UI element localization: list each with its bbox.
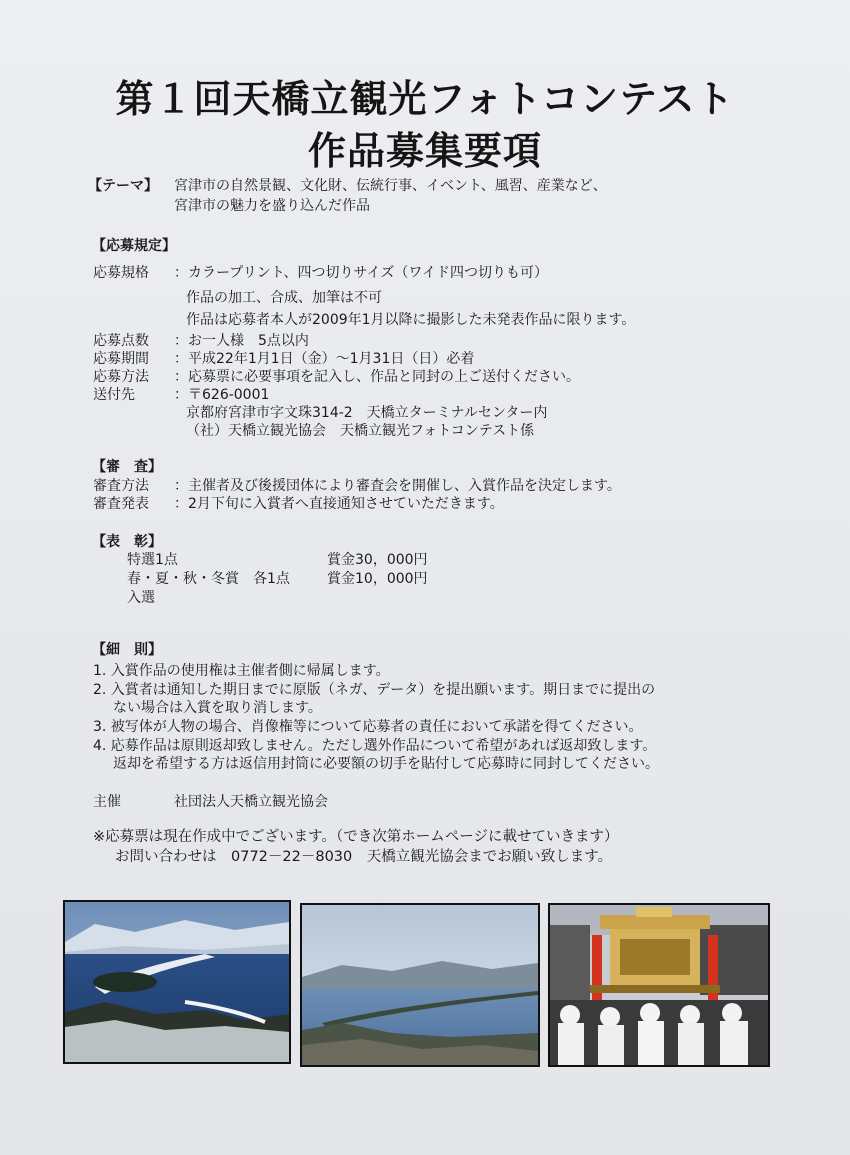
judging-label-2: 審査発表 (93, 496, 149, 512)
rules-value-1: ：カラープリント、四つ切りサイズ（ワイド四つ切りも可） (174, 265, 548, 281)
rules-label-7: 送付先 (93, 387, 135, 403)
rules-value-9: （社）天橋立観光協会 天橋立観光フォトコンテスト係 (186, 423, 535, 439)
judging-value-1: ：主催者及び後援団体により審査会を開催し、入賞作品を決定します。 (174, 478, 621, 494)
rules-value-5: ：平成22年1月1日（金）～1月31日（日）必着 (174, 351, 475, 367)
poster-title: 第１回天橋立観光フォトコンテスト (115, 77, 735, 121)
details-line-2: 2. 入賞者は通知した期日までに原版（ネガ、データ）を提出願います。期日までに提出の (93, 682, 656, 698)
judging-label-1: 審査方法 (93, 478, 149, 494)
theme-label: 【テーマ】 (88, 178, 158, 194)
rules-value-8: 京都府宮津市字文珠314-2 天橋立ターミナルセンター内 (186, 405, 548, 421)
photo-festival-mikoshi (548, 903, 770, 1067)
rules-label-5: 応募期間 (93, 351, 149, 367)
rules-label-4: 応募点数 (93, 333, 149, 349)
theme-line-2: 宮津市の魅力を盛り込んだ作品 (174, 198, 370, 214)
rules-label-1: 応募規格 (93, 265, 149, 281)
award-name-2: 春・夏・秋・冬賞 各1点 (127, 571, 290, 587)
rules-value-7: ：〒626-0001 (174, 387, 270, 403)
details-line-5: 4. 応募作品は原則返却致しません。ただし選外作品について希望があれば返却致します。 (93, 738, 657, 754)
rules-label-6: 応募方法 (93, 369, 149, 385)
judging-value-2: ：2月下旬に入賞者へ直接通知させていただきます。 (174, 496, 504, 512)
award-prize-1: 賞金30，000円 (327, 552, 428, 568)
rules-value-3: 作品は応募者本人が2009年1月以降に撮影した未発表作品に限ります。 (186, 312, 636, 328)
details-line-1: 1. 入賞作品の使用権は主催者側に帰属します。 (93, 663, 390, 679)
poster-subtitle: 作品募集要項 (307, 129, 542, 173)
award-name-3: 入選 (127, 590, 155, 606)
judging-header: 【審 査】 (92, 459, 162, 475)
rules-header: 【応募規定】 (92, 238, 176, 254)
rules-value-4: ：お一人様 5点以内 (174, 333, 309, 349)
note-line-1: ※応募票は現在作成中でございます。（でき次第ホームページに載せていきます） (93, 829, 619, 845)
details-line-3: ない場合は入賞を取り消します。 (113, 700, 322, 716)
details-line-4: 3. 被写体が人物の場合、肖像権等について応募者の責任において承諾を得てください。 (93, 719, 643, 735)
awards-header: 【表 彰】 (92, 534, 162, 550)
details-header: 【細 則】 (92, 642, 162, 658)
photo-amanohashidate-winter (63, 900, 291, 1064)
note-line-2: お問い合わせは 0772－22－8030 天橋立観光協会までお願い致します。 (115, 849, 613, 865)
organizer-value: 社団法人天橋立観光協会 (174, 794, 328, 810)
rules-value-2: 作品の加工、合成、加筆は不可 (186, 290, 382, 306)
photo-amanohashidate-view (300, 903, 540, 1067)
award-name-1: 特選1点 (127, 552, 178, 568)
details-line-6: 返却を希望する方は返信用封筒に必要額の切手を貼付して応募時に同封してください。 (113, 756, 659, 772)
rules-value-6: ：応募票に必要事項を記入し、作品と同封の上ご送付ください。 (174, 369, 580, 385)
award-prize-2: 賞金10，000円 (327, 571, 428, 587)
theme-line-1: 宮津市の自然景観、文化財、伝統行事、イベント、風習、産業など、 (174, 178, 607, 194)
organizer-label: 主催 (93, 794, 121, 810)
